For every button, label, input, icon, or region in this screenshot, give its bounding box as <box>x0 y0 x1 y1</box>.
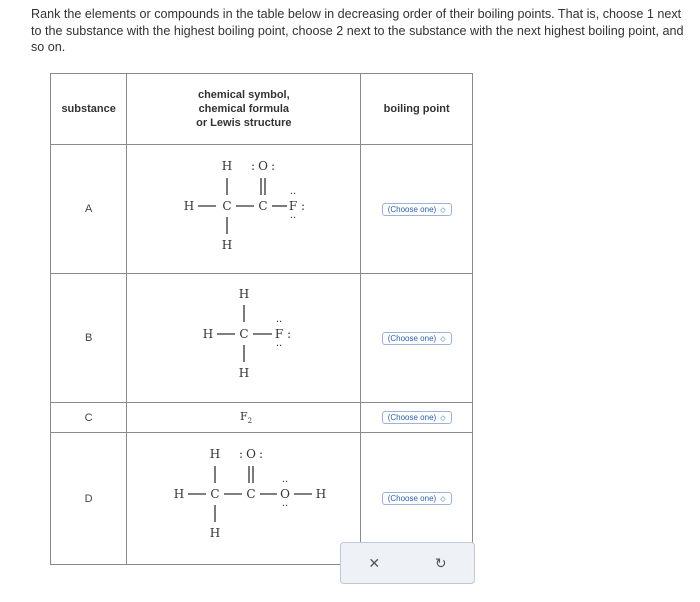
ranking-table <box>50 73 473 565</box>
header-structure-line: chemical symbol, <box>197 89 290 101</box>
table-header-row <box>51 74 473 145</box>
header-structure <box>127 74 361 145</box>
instructions: Rank the elements or compounds in the table below in decreasing order of their boiling points. That is, choose 1 next to the substance with the highest boiling point, choose 2 next to the substance with the next highest boiling point, and so on. <box>31 7 684 54</box>
lone-pair: : <box>251 159 256 173</box>
atom-h: H <box>210 447 221 461</box>
rank-select-a[interactable] <box>382 203 452 216</box>
boiling-point-cell-a <box>361 145 473 274</box>
rank-select-value: (Choose one) <box>387 494 437 503</box>
answer-toolbar <box>340 542 475 584</box>
atom-h: H <box>222 238 233 252</box>
substance-label-b: B <box>51 274 127 403</box>
formula-f2-base: F <box>240 410 248 423</box>
lone-pair-dots: ·· <box>276 341 283 352</box>
chevron-updown-icon: ◇ <box>440 496 446 503</box>
chevron-updown-icon: ◇ <box>440 335 446 343</box>
atom-h: H <box>184 199 195 213</box>
atom-o: O <box>246 447 257 461</box>
atom-c: C <box>210 487 220 501</box>
structure-cell-a <box>127 145 361 274</box>
atom-h: H <box>174 487 185 501</box>
lewis-structure-d <box>127 433 360 561</box>
lewis-structure-a <box>127 145 360 270</box>
atom-h: H <box>316 487 327 501</box>
structure-cell-b <box>127 274 361 403</box>
table-row <box>51 145 473 274</box>
clear-icon[interactable]: ✕ <box>368 554 381 571</box>
atom-h: H <box>210 526 221 540</box>
lone-pair: : <box>287 327 292 341</box>
header-substance: substance <box>51 74 127 145</box>
lone-pair: : <box>259 447 264 461</box>
atom-h: H <box>222 159 233 173</box>
rank-select-value: (Choose one) <box>387 204 437 214</box>
lone-pair-dots: ·· <box>290 213 297 224</box>
structure-cell-c <box>127 403 361 433</box>
boiling-point-cell-c <box>361 403 473 433</box>
substance-label-c: C <box>51 403 127 433</box>
table-row <box>51 274 473 403</box>
boiling-point-cell-b <box>361 274 473 403</box>
chevron-updown-icon: ◇ <box>440 415 446 422</box>
atom-f: F <box>275 327 284 341</box>
chevron-updown-icon: ◇ <box>440 206 446 214</box>
undo-icon[interactable]: ↻ <box>434 554 447 571</box>
lone-pair-dots: ·· <box>282 477 289 488</box>
table-row <box>51 403 473 433</box>
lone-pair: : <box>301 199 306 213</box>
header-structure-line: chemical formula <box>198 103 290 115</box>
rank-select-c[interactable] <box>382 411 452 424</box>
atom-f: F <box>289 199 298 213</box>
formula-f2-subscript: 2 <box>247 417 253 425</box>
atom-h: H <box>239 287 250 301</box>
lone-pair: : <box>271 159 276 173</box>
atom-c: C <box>258 199 268 213</box>
substance-label-a: A <box>51 145 127 274</box>
lone-pair: : <box>239 447 244 461</box>
atom-o: O <box>280 487 291 501</box>
header-boiling-point: boiling point <box>361 74 473 145</box>
rank-select-value: (Choose one) <box>387 413 437 422</box>
rank-select-value: (Choose one) <box>387 333 437 343</box>
lone-pair-dots: ·· <box>276 317 283 328</box>
atom-o: O <box>258 159 269 173</box>
atom-c: C <box>239 327 249 341</box>
rank-select-d[interactable] <box>382 492 452 505</box>
atom-c: C <box>222 199 232 213</box>
formula-c <box>127 403 360 429</box>
lone-pair-dots: ·· <box>282 501 289 512</box>
lewis-structure-b <box>127 274 360 399</box>
rank-select-b[interactable] <box>382 332 452 345</box>
lone-pair-dots: ·· <box>290 189 297 200</box>
header-structure-line: or Lewis structure <box>196 117 292 129</box>
structure-cell-d <box>127 433 361 565</box>
formula-f2 <box>240 410 252 425</box>
atom-c: C <box>246 487 256 501</box>
atom-h: H <box>239 366 250 380</box>
atom-h: H <box>203 327 214 341</box>
substance-label-d: D <box>51 433 127 565</box>
